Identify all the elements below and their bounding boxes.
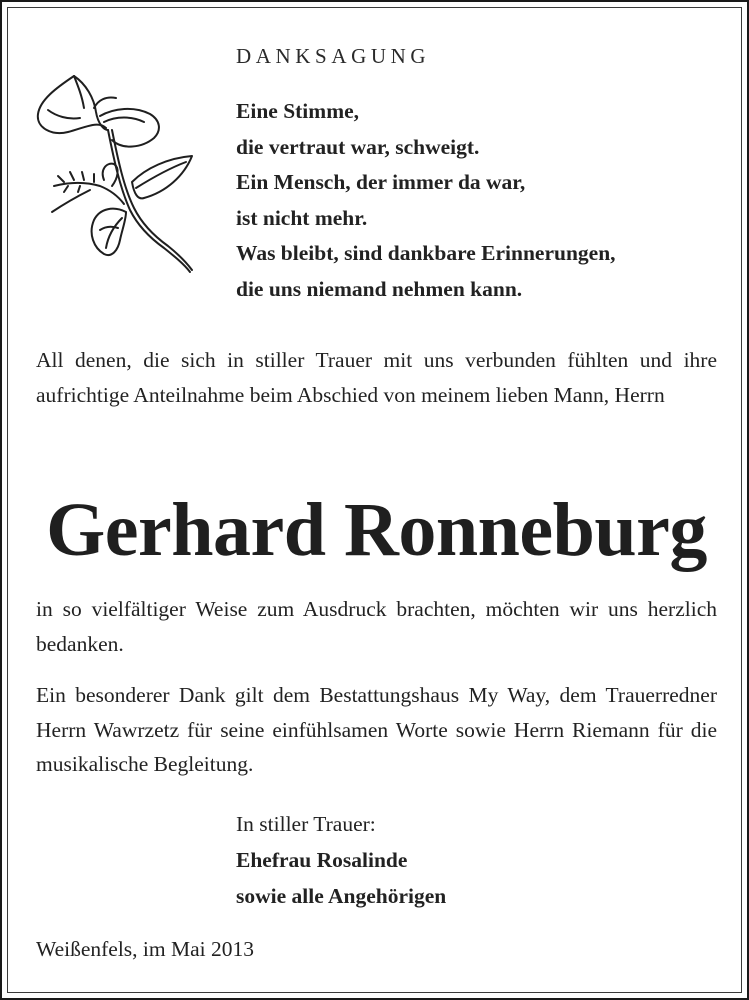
signature-widow: Ehefrau Rosalinde xyxy=(236,848,408,872)
heading: DANKSAGUNG xyxy=(236,44,431,68)
special-thanks-paragraph: Ein besonderer Dank gilt dem Bestattungshaus My Way, dem Trauerredner Herrn Wawrzetz für seine einfühlsamen Worte sowie Herrn Riemann für die musikalische Begleitung. xyxy=(36,683,717,776)
poem-line: die uns niemand nehmen kann. xyxy=(236,276,523,301)
poem-line: die vertraut war, schweigt. xyxy=(236,134,480,159)
intro-paragraph: All denen, die sich in stiller Trauer mit uns verbunden fühlten und ihre aufrichtige Anteilnahme beim Abschied von meinem lieben Mann, Herrn xyxy=(36,348,717,407)
poem-line: ist nicht mehr. xyxy=(236,205,368,230)
deceased-name: Gerhard Ronneburg xyxy=(46,488,707,572)
poem-line: Ein Mensch, der immer da war, xyxy=(236,170,526,195)
signature-intro: In stiller Trauer: xyxy=(236,812,376,836)
signature-relatives: sowie alle Angehörigen xyxy=(236,884,447,908)
place-date: Weißenfels, im Mai 2013 xyxy=(36,937,255,961)
calla-lily-icon xyxy=(34,70,206,278)
poem-line: Eine Stimme, xyxy=(236,99,360,123)
poem xyxy=(236,94,616,308)
thanks-paragraph: in so vielfältiger Weise zum Ausdruck brachten, möchten wir uns herzlich bedanken. xyxy=(36,597,717,656)
poem-line: Was bleibt, sind dankbare Erinnerungen, xyxy=(236,241,616,266)
signature-block xyxy=(236,806,446,914)
